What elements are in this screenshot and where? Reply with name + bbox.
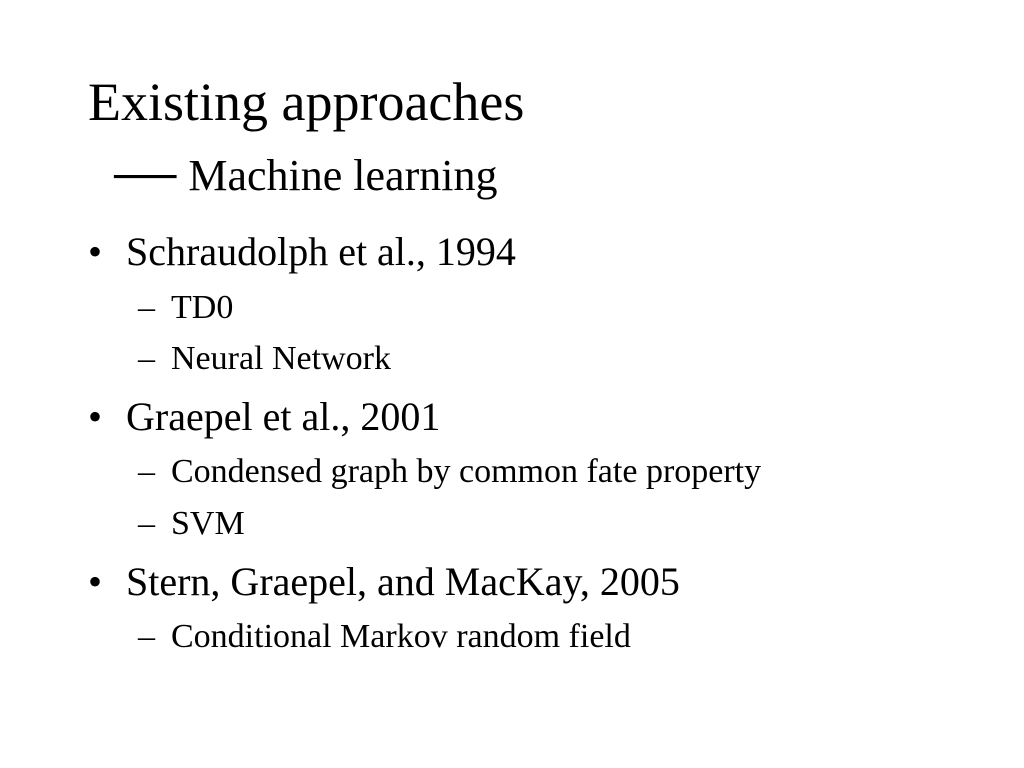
bullet-label: Graepel et al., 2001 — [126, 394, 441, 439]
slide-subtitle — [114, 150, 497, 202]
sub-bullet-label: Conditional Markov random field — [171, 618, 631, 655]
bullet-label: Schraudolph et al., 1994 — [126, 229, 516, 274]
bullet-item — [88, 393, 440, 441]
slide-title: Existing approaches — [88, 72, 525, 132]
sub-bullet-item — [138, 339, 391, 379]
sub-bullet-icon: – — [138, 505, 155, 542]
sub-bullet-label: TD0 — [171, 289, 234, 326]
sub-bullet-label: Condensed graph by common fate property — [171, 453, 762, 490]
bullet-icon: • — [88, 559, 103, 604]
sub-bullet-item — [138, 617, 631, 657]
sub-bullet-icon: – — [138, 453, 155, 490]
bullet-item — [88, 228, 516, 276]
bullet-icon: • — [88, 229, 103, 274]
sub-bullet-item — [138, 288, 233, 328]
sub-bullet-icon: – — [138, 618, 155, 655]
sub-bullet-label: Neural Network — [171, 340, 391, 377]
sub-bullet-icon: – — [138, 340, 155, 377]
bullet-label: Stern, Graepel, and MacKay, 2005 — [126, 559, 680, 604]
bullet-item — [88, 558, 680, 606]
subtitle-text: Machine learning — [188, 151, 498, 200]
subtitle-dash: ── — [114, 151, 177, 200]
bullet-icon: • — [88, 394, 103, 439]
sub-bullet-item — [138, 452, 761, 492]
sub-bullet-label: SVM — [171, 505, 245, 542]
sub-bullet-icon: – — [138, 289, 155, 326]
sub-bullet-item — [138, 504, 245, 544]
